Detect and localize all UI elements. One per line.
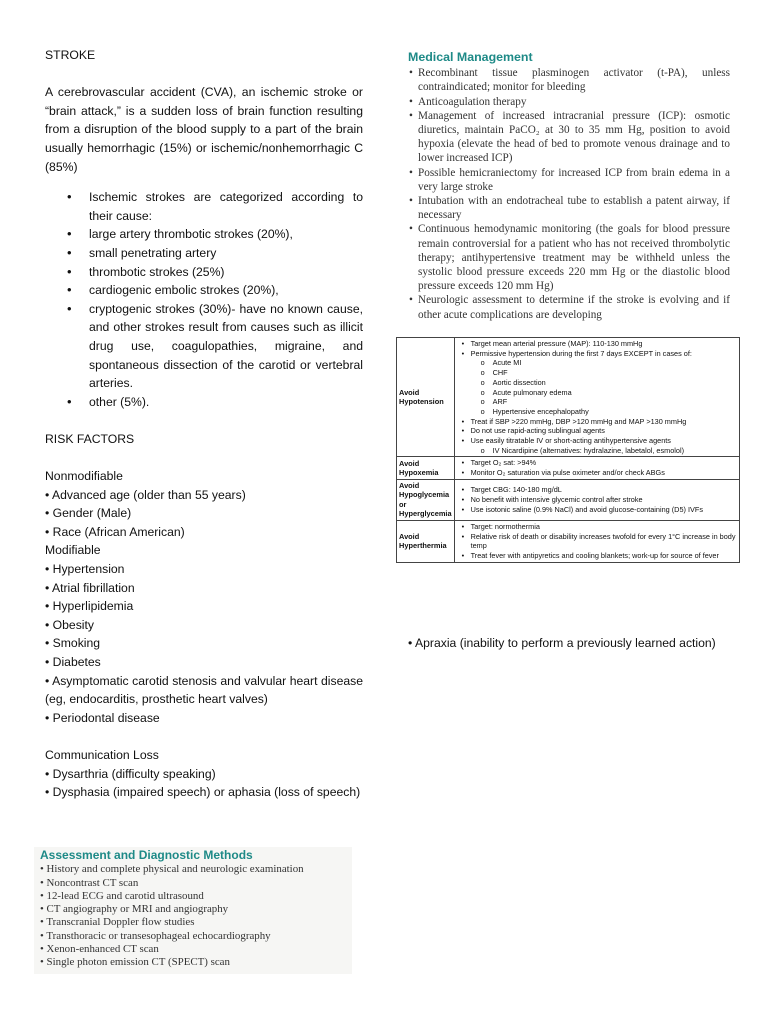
- medical-management-section: [408, 50, 730, 322]
- list-item: o IV Nicardipine (alternatives: hydralazine, labetalol, esmolol): [493, 446, 737, 456]
- list-item: • Hypertension: [45, 562, 125, 577]
- list-item: • Smoking: [45, 636, 101, 651]
- assessment-section: [34, 847, 352, 974]
- list-item: • Use isotonic saline (0.9% NaCl) and avoid glucose-containing (D5) IVFs: [471, 505, 737, 515]
- list-item: • History and complete physical and neurologic examination: [40, 863, 304, 876]
- list-item: • other (5%).: [89, 393, 363, 412]
- list-item: • Anticoagulation therapy: [418, 95, 730, 109]
- list-item: • CT angiography or MRI and angiography: [40, 903, 229, 916]
- list-item: • Target O₂ sat: >94%: [471, 458, 737, 468]
- list-item: • Neurologic assessment to determine if the stroke is evolving and if other acute complications are developing: [418, 293, 730, 321]
- stroke-types-list: [45, 188, 363, 411]
- list-item: • Monitor O₂ saturation via pulse oximeter and/or check ABGs: [471, 468, 737, 478]
- list-item: • Intubation with an endotracheal tube to establish a patent airway, if necessary: [418, 194, 730, 222]
- list-item: • Single photon emission CT (SPECT) scan: [40, 956, 230, 969]
- list-item: • Treat fever with antipyretics and cooling blankets; work-up for source of fever: [471, 551, 737, 561]
- list-item: • Dysarthria (difficulty speaking): [45, 766, 216, 781]
- list-item: • Noncontrast CT scan: [40, 876, 139, 889]
- table-row: [397, 520, 740, 562]
- list-item: • large artery thrombotic strokes (20%),: [89, 225, 363, 244]
- list-item: • Atrial fibrillation: [45, 580, 135, 595]
- list-item: • Gender (Male): [45, 506, 132, 521]
- medical-management-title: Medical Management: [408, 50, 533, 64]
- list-item: • Advanced age (older than 55 years): [45, 487, 246, 502]
- medical-management-list: [408, 66, 730, 322]
- table-cell: [454, 457, 739, 479]
- list-item: • Continuous hemodynamic monitoring (the goals for blood pressure remain controversial for a patient who has not received thrombolytic therapy; antihypertensive treatment may be withheld unless the systolic blood pressure exceeds 220 mm Hg or the diastolic blood pressure exceeds 120 mm Hg): [418, 222, 730, 293]
- list-item: • Dysphasia (impaired speech) or aphasia (loss of speech): [45, 785, 361, 800]
- list-item: • Possible hemicraniectomy for increased ICP from brain edema in a very large stroke: [418, 166, 730, 194]
- list-item: • small penetrating artery: [89, 244, 363, 263]
- table-row: [397, 338, 740, 457]
- list-item: • 12-lead ECG and carotid ultrasound: [40, 889, 204, 902]
- stroke-notes: [45, 46, 363, 802]
- apraxia-item: • Apraxia (inability to perform a previously learned action): [408, 636, 716, 651]
- list-item: • Do not use rapid-acting sublingual agents: [471, 426, 737, 436]
- communication-loss-heading: Communication Loss: [45, 747, 159, 762]
- row-label: Avoid Hyperthermia: [397, 520, 455, 562]
- list-item: • Relative risk of death or disability increases twofold for every 1°C increase in body temp: [471, 532, 737, 551]
- list-item: • Use easily titratable IV or short-acting antihypertensive agents: [471, 436, 737, 446]
- assessment-list: [40, 863, 346, 969]
- row-label: Avoid Hypoxemia: [397, 457, 455, 479]
- table-cell: [454, 520, 739, 562]
- list-item: • Periodontal disease: [45, 710, 160, 725]
- list-item: • Transthoracic or transesophageal echocardiography: [40, 929, 271, 942]
- list-item: • Hyperlipidemia: [45, 599, 134, 614]
- list-item: • Target: normothermia: [471, 522, 737, 532]
- list-item: • Recombinant tissue plasminogen activator (t-PA), unless contraindicated; monitor for bleeding: [418, 66, 730, 94]
- list-item: • Management of increased intracranial pressure (ICP): osmotic diuretics, maintain PaCO₂ at 30 to 35 mm Hg, position to avoid hypoxia (elevate the head of bed to promote venous drainage and to lower increased ICP): [418, 109, 730, 166]
- list-item: • Obesity: [45, 617, 94, 632]
- list-item: o Acute pulmonary edema: [493, 388, 737, 398]
- assessment-title: Assessment and Diagnostic Methods: [40, 848, 253, 862]
- list-item: o ARF: [493, 397, 737, 407]
- list-item: • Race (African American): [45, 524, 185, 539]
- list-item: o Aortic dissection: [493, 378, 737, 388]
- table-row: [397, 457, 740, 479]
- nonmodifiable-heading: Nonmodifiable: [45, 469, 123, 484]
- list-item: • cryptogenic strokes (30%)- have no known cause, and other strokes result from causes such as illicit drug use, coagulopathies, migraine, and spontaneous dissection of the carotid or vertebral arteries.: [89, 300, 363, 393]
- table-row: [397, 479, 740, 520]
- list-item: • cardiogenic embolic strokes (20%),: [89, 281, 363, 300]
- stroke-definition: A cerebrovascular accident (CVA), an ischemic stroke or “brain attack,” is a sudden loss of brain function resulting from a disruption of the blood supply to a part of the brain usually hemorrhagic (15%) or ischemic/nonhemorrhagic C (85%): [45, 85, 363, 174]
- list-item: • No benefit with intensive glycemic control after stroke: [471, 495, 737, 505]
- list-item: • Target CBG: 140-180 mg/dL: [471, 485, 737, 495]
- list-item: • Transcranial Doppler flow studies: [40, 916, 195, 929]
- table-cell: [454, 338, 739, 457]
- list-item: o Hypertensive encephalopathy: [493, 407, 737, 417]
- list-item: o Acute MI: [493, 358, 737, 368]
- modifiable-heading: Modifiable: [45, 543, 101, 558]
- risk-factors-heading: RISK FACTORS: [45, 431, 135, 446]
- list-item: • Diabetes: [45, 655, 101, 669]
- list-item: • Target mean arterial pressure (MAP): 110-130 mmHg: [471, 339, 737, 349]
- list-item: • Permissive hypertension during the first 7 days EXCEPT in cases of:: [471, 349, 737, 359]
- row-label: Avoid Hypoglycemia or Hyperglycemia: [397, 479, 455, 520]
- list-item: • thrombotic strokes (25%): [89, 263, 363, 282]
- list-item: • Treat if SBP >220 mmHg, DBP >120 mmHg and MAP >130 mmHg: [471, 417, 737, 427]
- row-label: Avoid Hypotension: [397, 338, 455, 457]
- list-item: o CHF: [493, 368, 737, 378]
- list-item: • Asymptomatic carotid stenosis and valvular heart disease (eg, endocarditis, prosthetic heart valves): [45, 673, 363, 707]
- list-item: • Xenon-enhanced CT scan: [40, 943, 159, 956]
- acute-stroke-goals-table: [396, 337, 740, 563]
- page-heading: STROKE: [45, 48, 96, 62]
- table-cell: [454, 479, 739, 520]
- list-item: • Ischemic strokes are categorized according to their cause:: [89, 188, 363, 225]
